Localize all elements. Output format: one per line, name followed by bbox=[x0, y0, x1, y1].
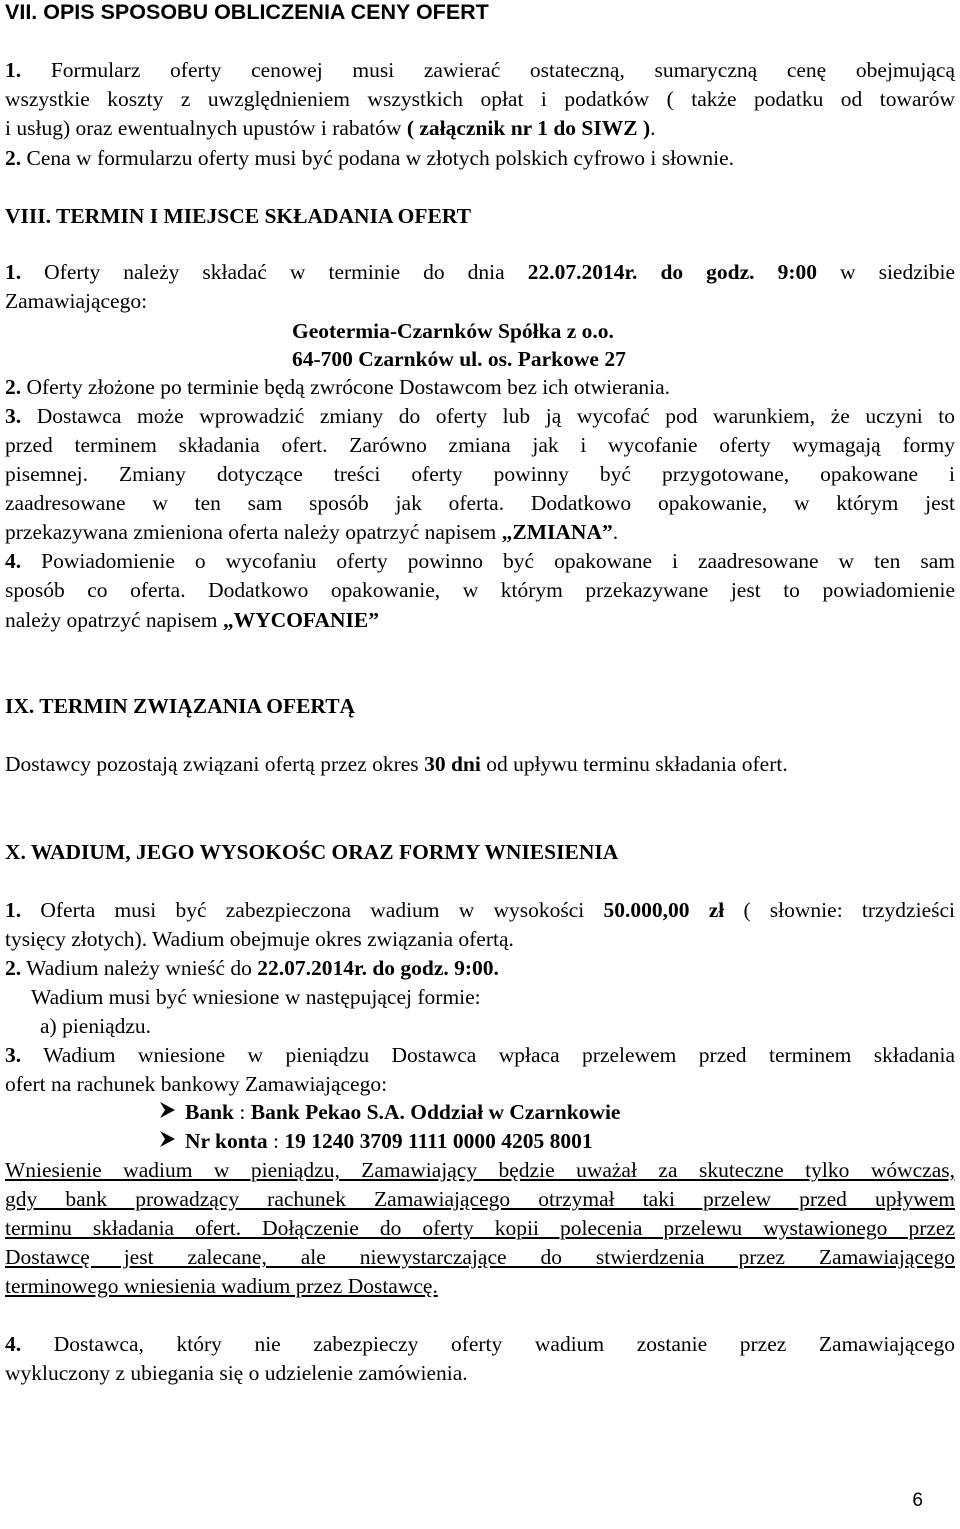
s7-p2-number: 2. bbox=[5, 146, 22, 170]
page-number: 6 bbox=[912, 1490, 923, 1511]
s8-p4-text3: należy opatrzyć napisem bbox=[5, 608, 218, 632]
s10-p2-text: Wadium należy wnieść do bbox=[26, 956, 252, 980]
s8-deadline: 22.07.2014r. do godz. 9:00 bbox=[527, 260, 817, 284]
s7-p2-text: Cena w formularzu oferty musi być podana w złotych polskich cyfrowo i słownie. bbox=[26, 146, 735, 170]
bank-value: Bank Pekao S.A. Oddział w Czarnkowie bbox=[250, 1100, 621, 1124]
s8-p2-number: 2. bbox=[5, 375, 22, 399]
s10-p4-text1: Dostawca, który nie zabezpieczy oferty wadium zostanie przez Zamawiającego bbox=[53, 1332, 955, 1356]
s8-p3-text1: Dostawca może wprowadzić zmiany do oferty lub ją wycofać pod warunkiem, że uczyni to bbox=[36, 404, 955, 428]
s10-p1-text: Oferta musi być zabezpieczona wadium w wysokości bbox=[40, 898, 585, 922]
s7-p1-line1 bbox=[5, 57, 955, 83]
bank-separator: : bbox=[234, 1100, 251, 1124]
s8-p3-line1 bbox=[5, 403, 955, 429]
s8-p3-period: . bbox=[612, 520, 619, 544]
account-number: 19 1240 3709 1111 0000 4205 8001 bbox=[284, 1129, 593, 1153]
s10-p4-number: 4. bbox=[5, 1332, 22, 1356]
s8-p3-line2: przed terminem składania ofert. Zarówno zmiana jak i wycofanie oferty wymagają formy bbox=[5, 433, 955, 457]
s7-p1-line3 bbox=[5, 115, 955, 141]
s7-attachment-ref: ( załącznik nr 1 do SIWZ ) bbox=[406, 116, 651, 140]
s8-p4-number: 4. bbox=[5, 549, 22, 573]
s9-text-c: od upływu terminu składania ofert. bbox=[486, 752, 788, 776]
section-ix-heading: IX. TERMIN ZWIĄZANIA OFERTĄ bbox=[5, 694, 356, 718]
s10-p3-line2: ofert na rachunek bankowy Zamawiającego: bbox=[5, 1072, 388, 1096]
s10-note-line3: terminu składania ofert. Dołączenie do oferty kopii polecenia przelewu wystawionego przez bbox=[5, 1216, 955, 1240]
s10-p4-line1 bbox=[5, 1331, 955, 1357]
s7-p1-text1: Formularz oferty cenowej musi zawierać ostateczną, sumaryczną cenę obejmującą bbox=[50, 58, 955, 82]
bank-row bbox=[159, 1099, 955, 1125]
s7-p1-number: 1. bbox=[5, 58, 22, 82]
s10-note-line2: gdy bank prowadzący rachunek Zamawiającego otrzymał taki przelew przed upływem bbox=[5, 1187, 955, 1211]
label-zmiana: „ZMIANA” bbox=[501, 520, 613, 544]
s10-p1-text-end: ( słownie: trzydzieści bbox=[743, 898, 955, 922]
s8-p3-number: 3. bbox=[5, 404, 22, 428]
account-label: Nr konta bbox=[185, 1129, 268, 1153]
s8-p1-number: 1. bbox=[5, 260, 22, 284]
s8-p4-line2: sposób co oferta. Dodatkowo opakowanie, w którym przekazywane jest to powiadomienie bbox=[5, 578, 955, 602]
s8-p3-text5: przekazywana zmieniona oferta należy opatrzyć napisem bbox=[5, 520, 497, 544]
arrow-bullet-icon bbox=[159, 1099, 185, 1125]
s10-amount: 50.000,00 zł bbox=[603, 898, 725, 922]
account-separator: : bbox=[267, 1129, 285, 1153]
s9-text-a: Dostawcy pozostają związani ofertą przez okres bbox=[5, 752, 419, 776]
label-wycofanie: „WYCOFANIE” bbox=[222, 608, 379, 632]
s10-p1-number: 1. bbox=[5, 898, 22, 922]
s10-deadline: 22.07.2014r. do godz. 9:00. bbox=[257, 956, 499, 980]
s10-p2-line2: Wadium musi być wniesione w następującej formie: bbox=[31, 985, 481, 1009]
s7-p1-line2: wszystkie koszty z uwzględnieniem wszystkich opłat i podatków ( także podatku od towarów bbox=[5, 87, 955, 111]
s7-p1-text3: i usług) oraz ewentualnych upustów i rabatów bbox=[5, 116, 402, 140]
s8-p3-line3: pisemnej. Zmiany dotyczące treści oferty powinny być przygotowane, opakowane i bbox=[5, 462, 955, 486]
section-x-heading: X. WADIUM, JEGO WYSOKOŚC ORAZ FORMY WNIESIENIA bbox=[5, 840, 619, 864]
s10-p3-number: 3. bbox=[5, 1043, 22, 1067]
s10-p4-line2: wykluczony z ubiegania się o udzielenie zamówienia. bbox=[5, 1361, 468, 1385]
s8-p3-line4: zaadresowane w ten sam sposób jak oferta. Dodatkowo opakowanie, w którym jest bbox=[5, 491, 955, 515]
s8-p2 bbox=[5, 374, 955, 400]
s8-p1-text: Oferty należy składać w terminie do dnia bbox=[44, 260, 505, 284]
bank-label: Bank bbox=[185, 1100, 235, 1124]
s8-p1-line2: Zamawiającego: bbox=[5, 289, 148, 313]
s8-p2-text: Oferty złożone po terminie będą zwrócone Dostawcom bez ich otwierania. bbox=[26, 375, 671, 399]
section-viii-heading: VIII. TERMIN I MIEJSCE SKŁADANIA OFERT bbox=[5, 204, 471, 228]
s7-p2 bbox=[5, 145, 955, 171]
address-company: Geotermia-Czarnków Spółka z o.o. bbox=[292, 319, 614, 343]
s8-p4-line1 bbox=[5, 548, 955, 574]
s10-p1-line1 bbox=[5, 897, 955, 923]
s8-p1-line1 bbox=[5, 259, 955, 285]
s10-note-line5: terminowego wniesienia wadium przez Dostawcę. bbox=[5, 1274, 438, 1298]
s10-note-line4: Dostawcę jest zalecane, ale niewystarczające do stwierdzenia przez Zamawiającego bbox=[5, 1245, 955, 1269]
s10-p3-text1: Wadium wniesione w pieniądzu Dostawca wpłaca przelewem przed terminem składania bbox=[43, 1043, 955, 1067]
arrow-bullet-icon bbox=[159, 1128, 185, 1154]
s8-p3-line5 bbox=[5, 519, 955, 545]
s8-p4-text1: Powiadomienie o wycofaniu oferty powinno być opakowane i zaadresowane w ten sam bbox=[41, 549, 955, 573]
s10-p2-line3: a) pieniądzu. bbox=[40, 1014, 152, 1038]
s10-p2-line1 bbox=[5, 955, 955, 981]
s7-p1-period: . bbox=[650, 116, 656, 140]
s10-note-line1: Wniesienie wadium w pieniądzu, Zamawiający będzie uważał za skuteczne tylko wówczas, bbox=[5, 1158, 955, 1182]
s10-p2-number: 2. bbox=[5, 956, 22, 980]
s10-p1-line2: tysięcy złotych). Wadium obejmuje okres związania ofertą. bbox=[5, 927, 514, 951]
s9-period: 30 dni bbox=[424, 752, 481, 776]
s9-text bbox=[5, 751, 955, 777]
account-row bbox=[159, 1128, 955, 1154]
s8-p1-text-end: w siedzibie bbox=[840, 260, 956, 284]
s8-p4-line3 bbox=[5, 607, 955, 633]
section-vii-heading: VII. OPIS SPOSOBU OBLICZENIA CENY OFERT bbox=[5, 0, 489, 24]
address-street: 64-700 Czarnków ul. os. Parkowe 27 bbox=[292, 347, 626, 371]
s10-p3-line1 bbox=[5, 1042, 955, 1068]
